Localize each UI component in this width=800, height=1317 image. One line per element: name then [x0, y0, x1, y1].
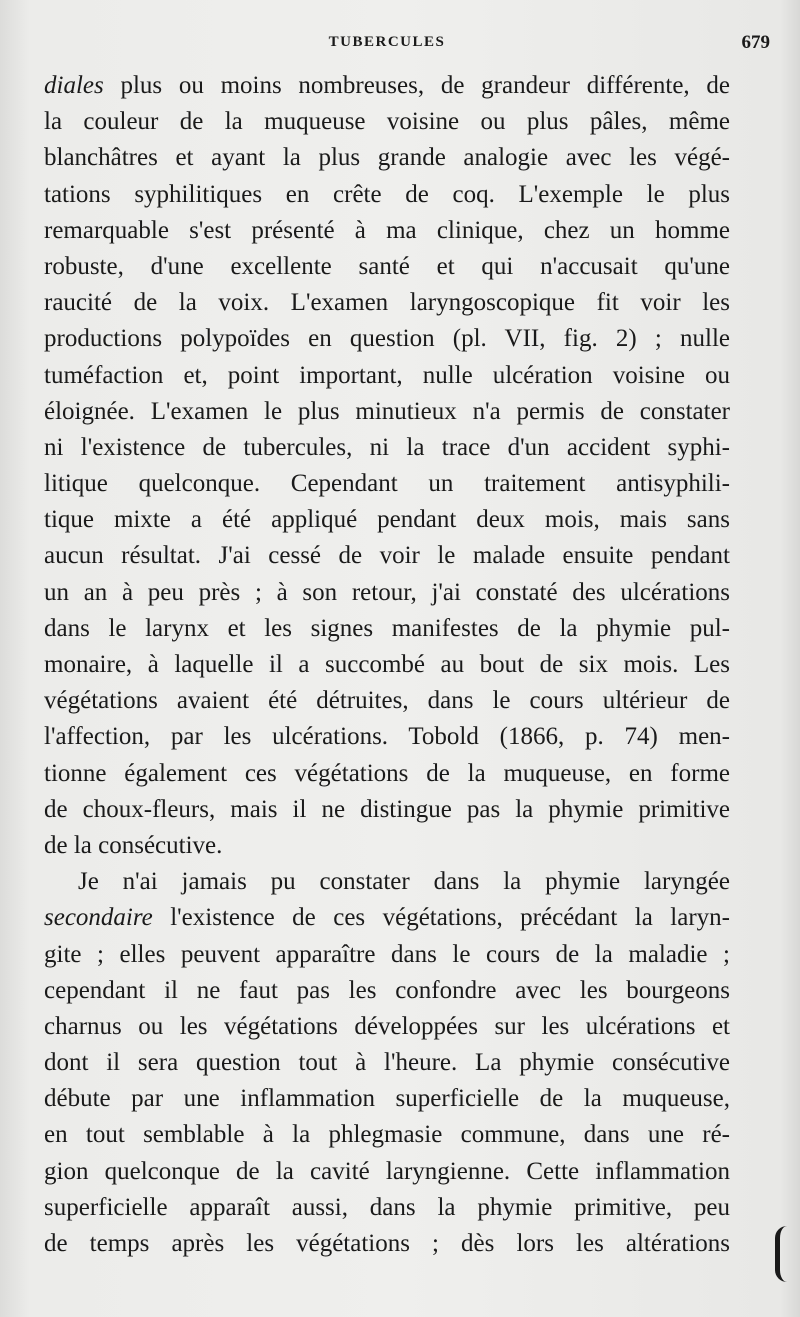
- text-line: débute par une inflammation superficielle de la muqueuse,: [44, 1085, 730, 1113]
- text-line: végétations avaient été détruites, dans le cours ultérieur de: [44, 687, 730, 715]
- text-line: remarquable s'est présenté à ma clinique, chez un homme: [44, 216, 730, 244]
- text-line: dans le larynx et les signes manifestes de la phymie pul-: [44, 614, 730, 642]
- binding-edge-mark: [775, 1226, 794, 1282]
- text-line: secondaire l'existence de ces végétations, précédant la laryn-: [44, 904, 730, 932]
- text-line: en tout semblable à la phlegmasie commune, dans une ré-: [44, 1121, 730, 1149]
- text-line: cependant il ne faut pas les confondre avec les bourgeons: [44, 976, 730, 1004]
- text-line: ni l'existence de tubercules, ni la trace d'un accident syphi-: [44, 433, 730, 461]
- text-line: aucun résultat. J'ai cessé de voir le malade ensuite pendant: [44, 542, 730, 570]
- text-line: l'affection, par les ulcérations. Tobold (1866, p. 74) men-: [44, 723, 730, 751]
- text-line: de choux-fleurs, mais il ne distingue pas la phymie primitive: [44, 795, 730, 823]
- text-line: un an à peu près ; à son retour, j'ai constaté des ulcérations: [44, 578, 730, 606]
- text-line: robuste, d'une excellente santé et qui n'accusait qu'une: [44, 252, 730, 280]
- text-line: raucité de la voix. L'examen laryngoscopique fit voir les: [44, 289, 730, 317]
- text-line: gite ; elles peuvent apparaître dans le cours de la maladie ;: [44, 940, 730, 968]
- text-line: éloignée. L'examen le plus minutieux n'a permis de constater: [44, 397, 730, 425]
- text-line: tations syphilitiques en crête de coq. L'exemple le plus: [44, 180, 730, 208]
- text-line: tuméfaction et, point important, nulle ulcération voisine ou: [44, 361, 730, 389]
- body-text: [44, 68, 730, 1262]
- text-line: de temps après les végétations ; dès lors les altérations: [44, 1230, 730, 1257]
- page-header: [44, 30, 770, 58]
- text-line: monaire, à laquelle il a succombé au bout de six mois. Les: [44, 651, 730, 678]
- text-line: blanchâtres et ayant la plus grande analogie avec les végé-: [44, 144, 730, 172]
- text-line: dont il sera question tout à l'heure. La phymie consécutive: [44, 1049, 730, 1077]
- text-line: charnus ou les végétations développées sur les ulcérations et: [44, 1012, 730, 1040]
- text-line: la couleur de la muqueuse voisine ou plus pâles, même: [44, 108, 730, 136]
- page-number: 679: [741, 32, 770, 53]
- text-line: de la consécutive.: [44, 831, 223, 859]
- text-line: litique quelconque. Cependant un traitement antisyphili-: [44, 470, 730, 498]
- text-line: tionne également ces végétations de la muqueuse, en forme: [44, 759, 730, 787]
- text-line: diales plus ou moins nombreuses, de grandeur différente, de: [44, 72, 730, 99]
- text-line: Je n'ai jamais pu constater dans la phymie laryngée: [78, 868, 730, 896]
- text-line: productions polypoïdes en question (pl. VII, fig. 2) ; nulle: [44, 325, 730, 353]
- text-line: tique mixte a été appliqué pendant deux mois, mais sans: [44, 506, 730, 534]
- text-line: gion quelconque de la cavité laryngienne. Cette inflammation: [44, 1157, 730, 1185]
- running-title: TUBERCULES: [328, 34, 446, 50]
- text-line: superficielle apparaît aussi, dans la phymie primitive, peu: [44, 1193, 730, 1221]
